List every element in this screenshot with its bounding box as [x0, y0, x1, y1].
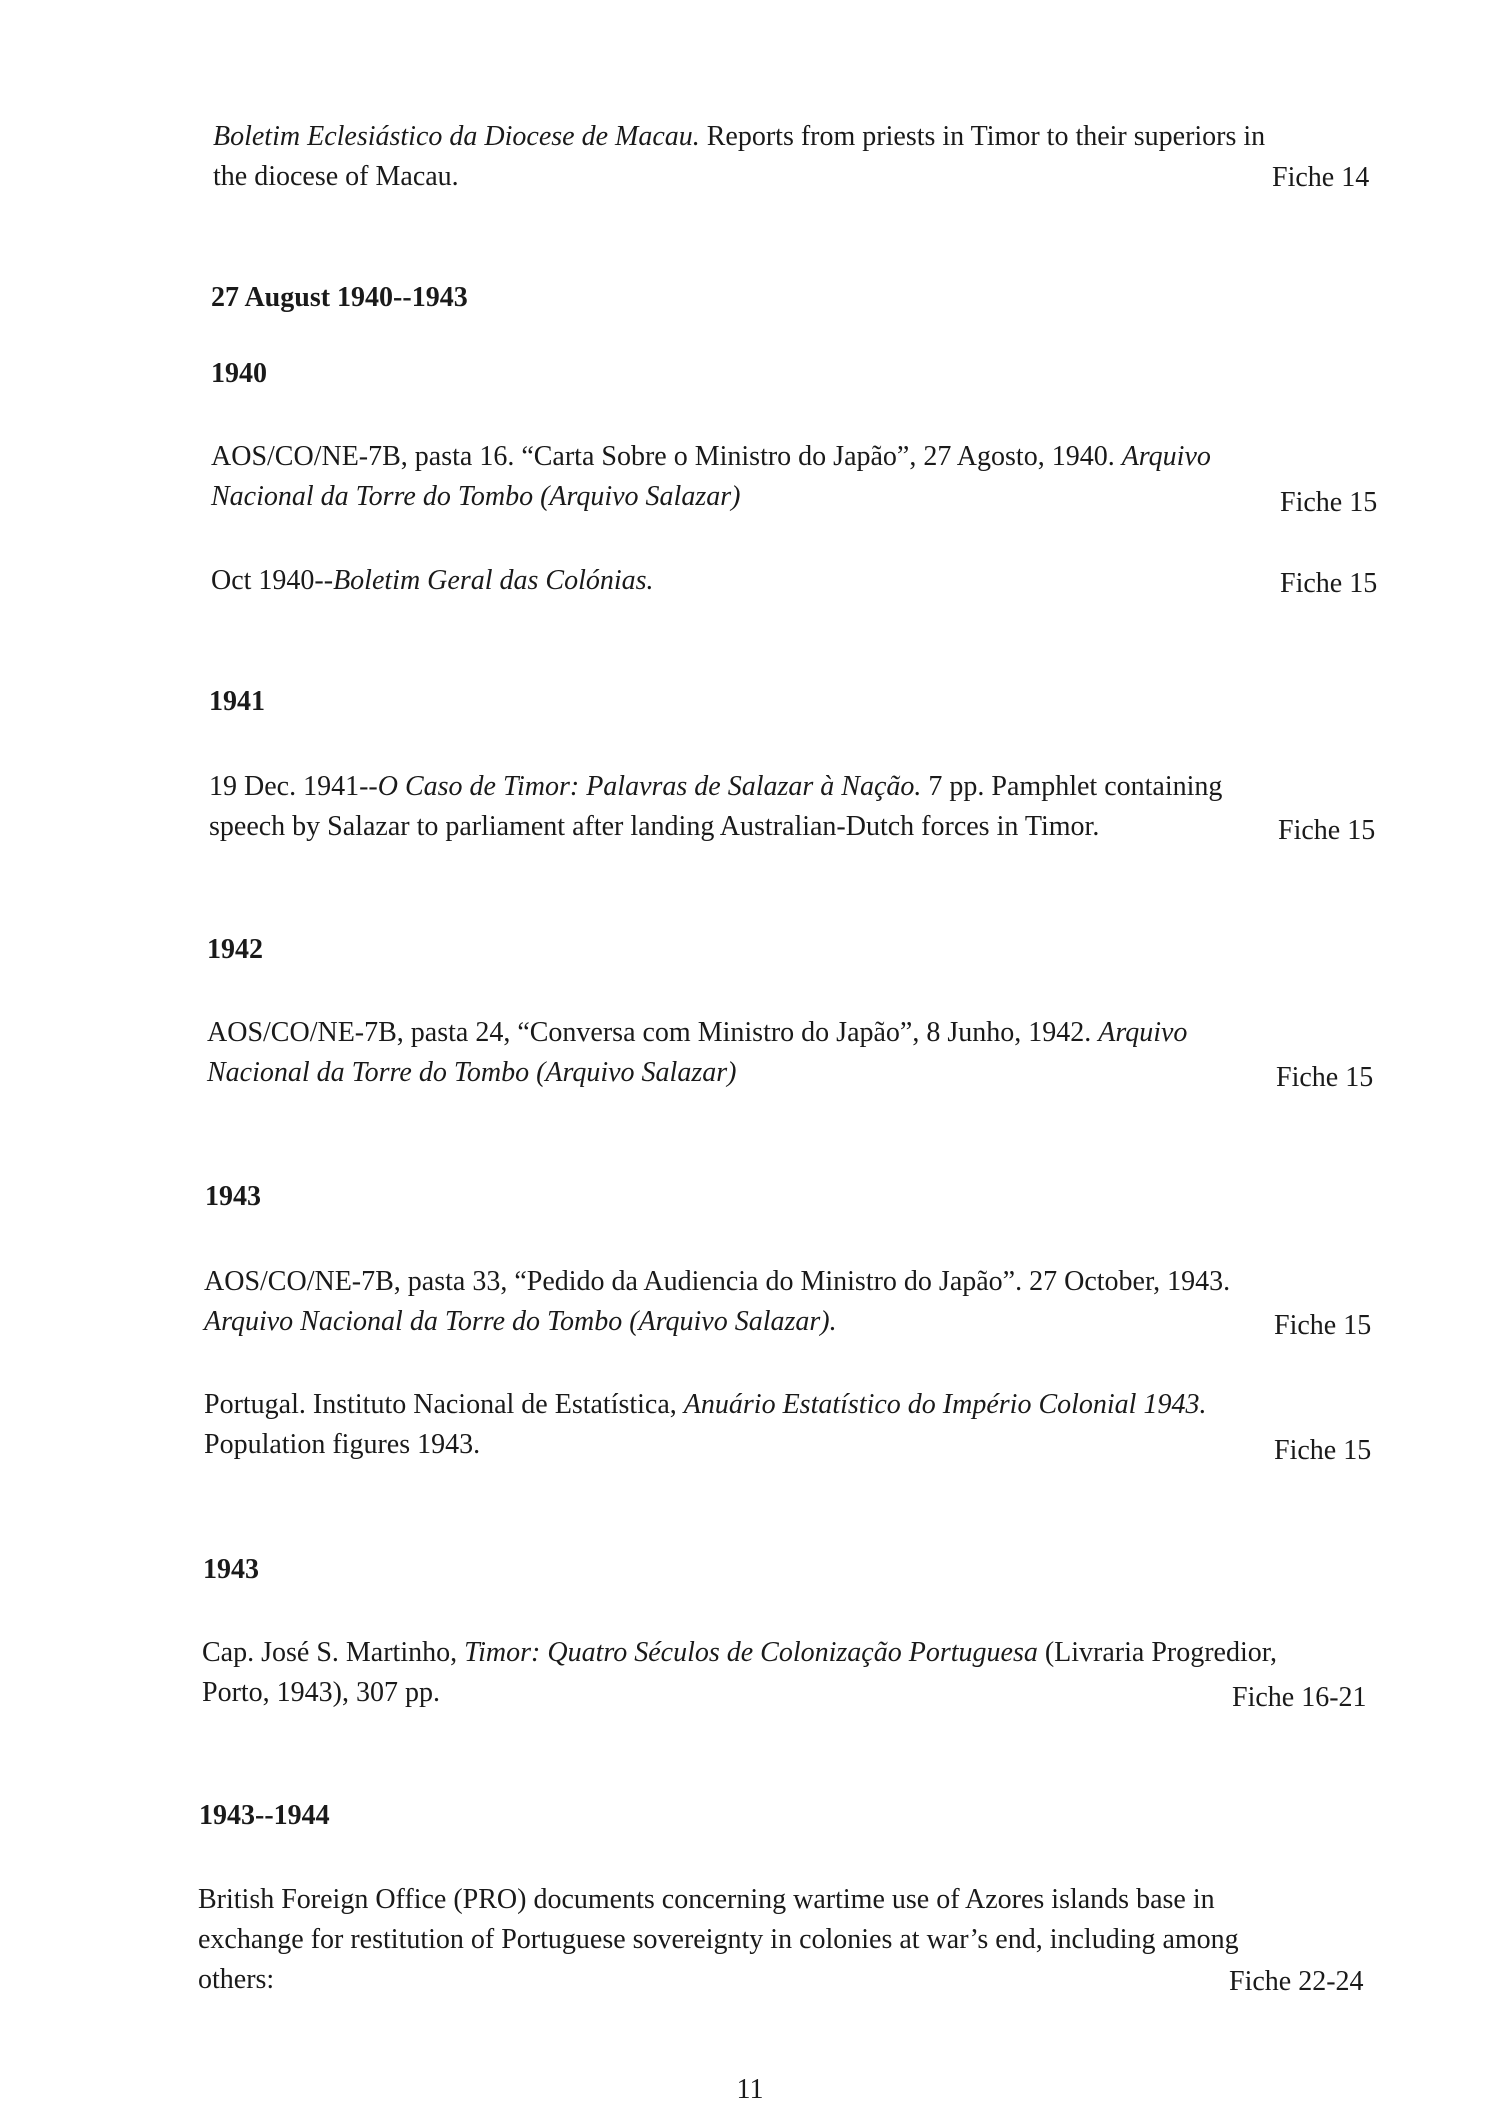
page-number: 11	[736, 2074, 764, 2105]
title-italic: O Caso de Timor: Palavras de Salazar à Nação.	[377, 771, 922, 802]
entry-text: AOS/CO/NE-7B, pasta 24, “Conversa com Ministro do Japão”, 8 Junho, 1942.	[207, 1017, 1099, 1048]
entry-text: Porto, 1943), 307 pp.	[202, 1677, 440, 1708]
fiche-reference: Fiche 15	[1280, 487, 1378, 518]
fiche-reference: Fiche 15	[1274, 1310, 1372, 1341]
entry-text: Portugal. Instituto Nacional de Estatística,	[204, 1389, 684, 1420]
entry-text: AOS/CO/NE-7B, pasta 33, “Pedido da Audiencia do Ministro do Japão”. 27 October, 1943.	[204, 1266, 1231, 1297]
title-italic: Timor: Quatro Séculos de Colonização Portuguesa	[464, 1637, 1038, 1668]
entry-aos-pasta-33	[204, 1262, 1230, 1342]
fiche-reference: Fiche 15	[1274, 1435, 1372, 1466]
section-heading: 1940	[211, 358, 267, 389]
title-italic: Arquivo	[1121, 441, 1211, 472]
title-italic: Arquivo Nacional da Torre do Tombo (Arquivo Salazar).	[204, 1306, 837, 1337]
entry-text: Cap. José S. Martinho,	[202, 1637, 465, 1668]
title-italic: Boletim Eclesiástico da Diocese de Macau.	[213, 121, 700, 152]
title-italic: Nacional da Torre do Tombo (Arquivo Salazar)	[207, 1057, 737, 1088]
entry-caso-de-timor	[209, 767, 1222, 847]
entry-british-foreign-office	[198, 1880, 1239, 2000]
entry-boletim-geral	[211, 561, 654, 601]
title-italic: Anuário Estatístico do Império Colonial 1943.	[683, 1389, 1207, 1420]
entry-boletim-eclesiastico	[213, 117, 1265, 197]
section-heading: 1941	[209, 686, 265, 717]
entry-text: exchange for restitution of Portuguese sovereignty in colonies at war’s end, including among	[198, 1924, 1239, 1955]
entry-martinho-timor	[202, 1633, 1277, 1713]
entry-text: British Foreign Office (PRO) documents concerning wartime use of Azores islands base in	[198, 1884, 1215, 1915]
section-heading: 1943	[205, 1181, 261, 1212]
fiche-reference: Fiche 16-21	[1232, 1682, 1367, 1713]
entry-anuario-estatistico	[204, 1385, 1206, 1465]
entry-text: 7 pp. Pamphlet containing	[921, 771, 1223, 802]
title-italic: Nacional da Torre do Tombo (Arquivo Salazar)	[211, 481, 741, 512]
entry-text: Oct 1940--	[211, 565, 334, 596]
fiche-reference: Fiche 15	[1280, 568, 1378, 599]
section-heading: 1943--1944	[199, 1800, 330, 1831]
entry-aos-pasta-16	[211, 437, 1211, 517]
entry-aos-pasta-24	[207, 1013, 1187, 1093]
entry-text: (Livraria Progredior,	[1037, 1637, 1277, 1668]
entry-text: speech by Salazar to parliament after landing Australian-Dutch forces in Timor.	[209, 811, 1100, 842]
entry-text: AOS/CO/NE-7B, pasta 16. “Carta Sobre o Ministro do Japão”, 27 Agosto, 1940.	[211, 441, 1122, 472]
section-heading: 1942	[207, 934, 263, 965]
fiche-reference: Fiche 15	[1278, 815, 1376, 846]
fiche-reference: Fiche 15	[1276, 1062, 1374, 1093]
fiche-reference: Fiche 14	[1272, 162, 1370, 193]
entry-text: others:	[198, 1964, 275, 1995]
entry-text: Reports from priests in Timor to their superiors in	[699, 121, 1266, 152]
fiche-reference: Fiche 22-24	[1229, 1966, 1364, 1997]
title-italic: Boletim Geral das Colónias.	[333, 565, 654, 596]
entry-text: 19 Dec. 1941--	[209, 771, 378, 802]
section-heading: 27 August 1940--1943	[211, 282, 468, 313]
title-italic: Arquivo	[1098, 1017, 1188, 1048]
section-heading: 1943	[203, 1554, 259, 1585]
entry-text: the diocese of Macau.	[213, 161, 459, 192]
entry-text: Population figures 1943.	[204, 1429, 481, 1460]
